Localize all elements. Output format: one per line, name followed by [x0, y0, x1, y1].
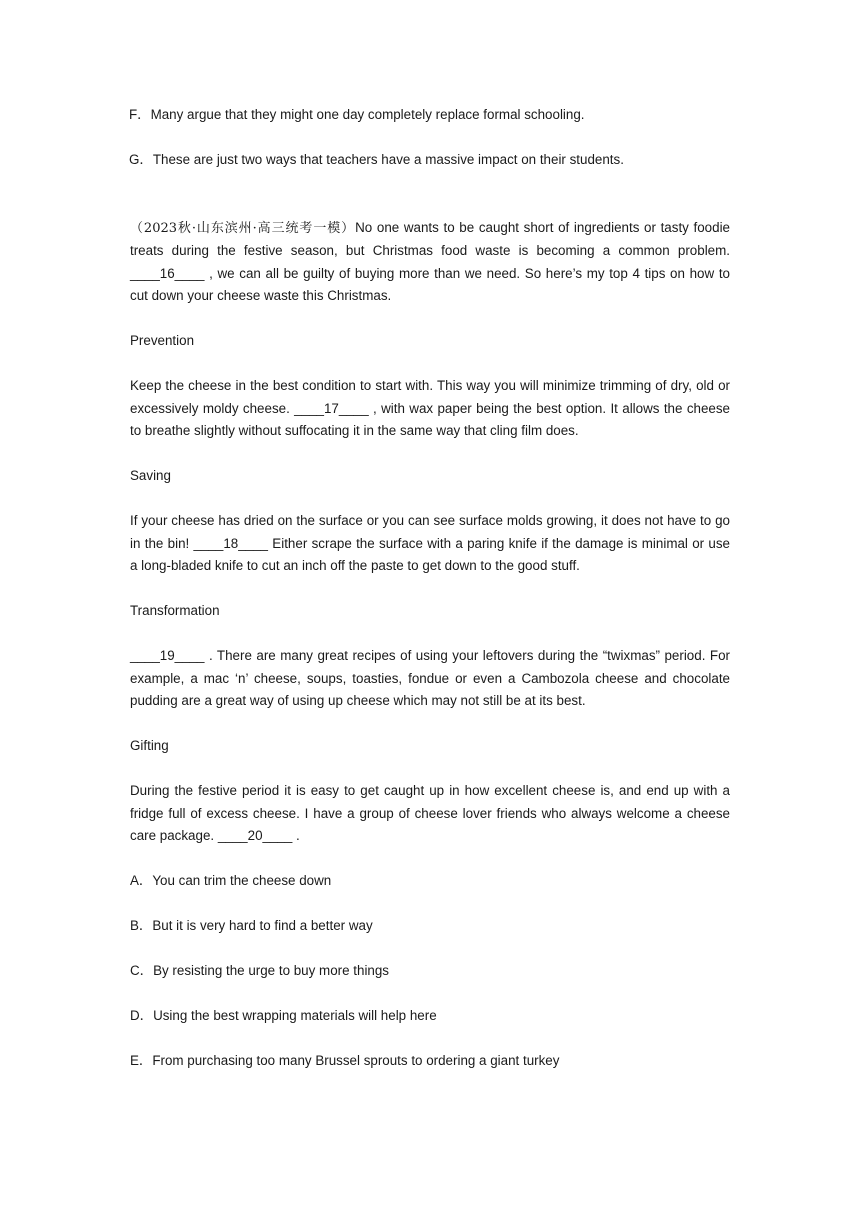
- section-heading-transformation: Transformation: [130, 603, 220, 618]
- option-text: Many argue that they might one day completely replace formal schooling.: [150, 107, 585, 122]
- option-letter: D．: [130, 1008, 154, 1023]
- option-c: [130, 960, 730, 983]
- option-letter: A．: [130, 873, 153, 888]
- document-page: [130, 104, 730, 1095]
- option-text: But it is very hard to find a better way: [152, 918, 373, 933]
- section-body-saving: If your cheese has dried on the surface or you can see surface molds growing, it does not have to go in the bin! ____18____ Either scrape the surface with a paring knife if the damage is minimal or use a long-bladed knife to cut an inch off the paste to get down to the good stuff.: [130, 513, 730, 573]
- section-heading-gifting: Gifting: [130, 738, 169, 753]
- option-text: By resisting the urge to buy more things: [153, 963, 390, 978]
- section-body-transformation: ____19____ . There are many great recipes of using your leftovers during the “twixmas” period. For example, a mac ‘n’ cheese, soups, toasties, fondue or even a Cambozola cheese and chocolate pudding are a great way of using up cheese which may not still be at its best.: [130, 648, 730, 708]
- option-d: [130, 1005, 730, 1028]
- section-body-gifting: During the festive period it is easy to get caught up in how excellent cheese is, and end up with a fridge full of excess cheese. I have a group of cheese lover friends who always welcome a cheese care package. ____20____ .: [130, 783, 730, 843]
- section-heading-prevention: Prevention: [130, 333, 195, 348]
- option-text: These are just two ways that teachers have a massive impact on their students.: [152, 152, 624, 167]
- option-letter: B．: [130, 918, 153, 933]
- option-letter: C．: [130, 963, 154, 978]
- intro-text: No one wants to be caught short of ingredients or tasty foodie treats during the festive season, but Christmas food waste is becoming a common problem. ____16____ , we can all be guilty of buying more than we need. So here’s my top 4 tips on how to cut down your cheese waste this Christmas.: [130, 219, 730, 303]
- option-letter: G．: [129, 152, 153, 167]
- option-b: [130, 915, 730, 938]
- section-heading-saving: Saving: [130, 468, 171, 483]
- option-e: [130, 1050, 730, 1073]
- option-text: Using the best wrapping materials will help here: [153, 1008, 437, 1023]
- option-a: [130, 870, 730, 893]
- option-letter: F．: [129, 107, 151, 122]
- option-f: [129, 104, 730, 127]
- option-letter: E．: [130, 1053, 153, 1068]
- section-body-prevention: Keep the cheese in the best condition to start with. This way you will minimize trimming of dry, old or excessively moldy cheese. ____17____ , with wax paper being the best option. It allows the cheese to breathe slightly without suffocating it in the same way that cling film does.: [130, 378, 730, 438]
- option-text: From purchasing too many Brussel sprouts to ordering a giant turkey: [152, 1053, 560, 1068]
- passage-intro: [130, 217, 730, 308]
- option-text: You can trim the cheese down: [152, 873, 332, 888]
- passage-source: （2023秋·山东滨州·高三统考一模）: [130, 220, 356, 236]
- option-g: [129, 149, 730, 172]
